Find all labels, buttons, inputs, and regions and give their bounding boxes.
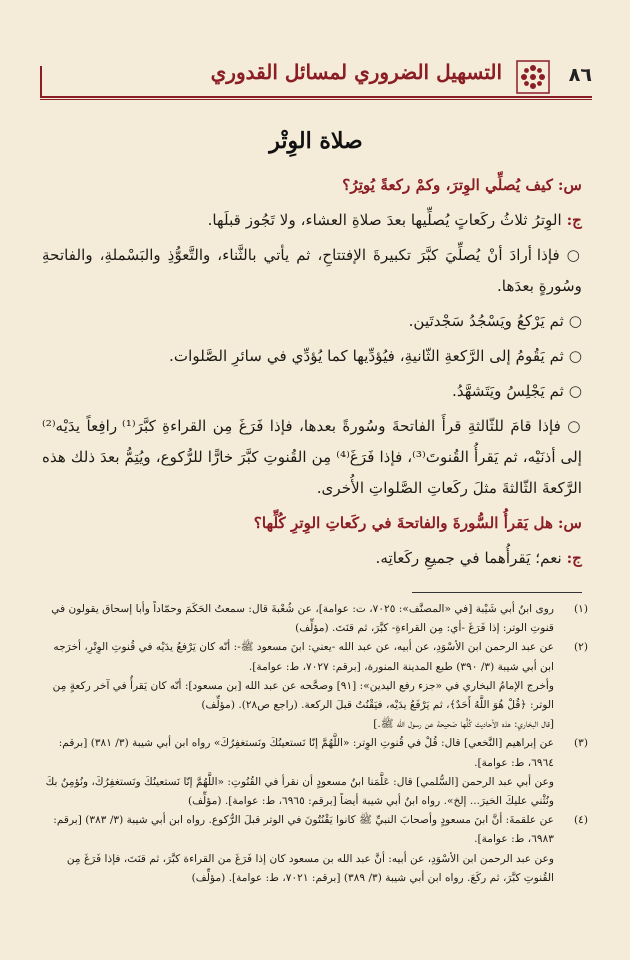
paragraph-text: هل يَقرأُ السُّورةَ والفاتحةَ في ركَعاتِ الوِترِ كُلِّها؟ bbox=[253, 514, 554, 532]
paragraph-text: كيف يُصلِّي الوِترَ، وكمْ ركعةً يُوتِرُ؟ bbox=[342, 176, 554, 194]
footnote-text: عن إبراهيم [النَّخعي] قال: قُلْ في قُنوتِ الوِتر: «اللَّهُمَّ إنّا نَستعينُكَ ونَستغفِرُكَ» رواه ابن أبي شيبة (٣/ ٣٨١) [برقم: ٦٩٦٤، ط: عوامة]. bbox=[58, 737, 554, 769]
bullet-circle-icon: ○ bbox=[568, 312, 582, 330]
paragraph-text: ثم يَرْكعُ ويَسْجُدُ سَجْدتَين. bbox=[408, 312, 564, 330]
footnote bbox=[40, 715, 588, 734]
question-paragraph bbox=[42, 508, 582, 539]
bullet-circle-icon: ○ bbox=[566, 246, 583, 264]
page-header bbox=[40, 58, 592, 100]
section-title: صلاة الوِتْر bbox=[269, 128, 363, 154]
main-text bbox=[42, 170, 582, 578]
footnote-text: [قال البخاري: هذه الأحاديث كُلُّها صَحيحة عن رسول الله ﷺ.] bbox=[373, 718, 554, 731]
footnote-text: عن عبد الرحمن ابن الأسْوَدِ، عن أبيه، عن عبد الله -يعني: ابنَ مسعود ﷺ-: أنّه كان يَرْفعُ يدَيْه في قُنوتِ الوِتْرِ، أخرَجه ابن أبي شيبة (٣/ ٣٩٠) طبع المدينة المنورة، [برقم: ٧٠٢٧، ط: عوامة]. bbox=[53, 641, 554, 673]
header-rule-cap bbox=[40, 66, 42, 98]
answer-paragraph bbox=[42, 205, 582, 236]
rosette-ornament-icon bbox=[516, 60, 550, 94]
paragraph-text: الوِترُ ثلاثُ ركَعاتٍ يُصلِّيها بعدَ صلاةِ العشاء، ولا تَجُوز قبلَها. bbox=[207, 211, 562, 229]
footnote bbox=[40, 850, 588, 888]
page-number: ٨٦ bbox=[568, 64, 592, 86]
paragraph-text: ثم يَجْلِسُ ويَتَشهَّدُ. bbox=[452, 382, 564, 400]
paragraph-text: فإذا أرادَ أنْ يُصلِّيَ كبَّرَ تكبيرةَ الإفتتاحِ، ثم يأتي بالثَّناء، والتَّعوُّذِ والبَسْملةِ، والفاتحةِ وسُورةٍ بعدَها. bbox=[42, 246, 582, 295]
header-rule bbox=[40, 96, 592, 98]
header-rule-thin bbox=[40, 99, 592, 100]
footnote-number: (٣) bbox=[574, 737, 588, 750]
bullet-paragraph bbox=[42, 411, 582, 504]
bullet-circle-icon: ○ bbox=[568, 347, 582, 365]
paragraph-marker: س: bbox=[557, 176, 582, 194]
paragraph-marker: ج: bbox=[566, 211, 582, 229]
paragraph-marker: ج: bbox=[566, 549, 582, 567]
paragraph-text: فإذا قامَ للثّالثةِ قرأَ الفاتحةَ وسُورةً بعدها، فإذا فَرَغَ مِن القراءةِ كبَّرَ⁽¹⁾ رافِعاً يدَيْه⁽²⁾ إلى أذنَيْه، ثم يَقرأُ القُنوتَ⁽³⁾، فإذا فَرَغَ⁽⁴⁾ مِن القُنوتِ كبَّرَ خارًّا للرُّكوع، ويُتِمُّ بعدَ ذلك هذه الرَّكعةَ الثّالثةَ مثلَ ركَعاتِ الصَّلواتِ الأُخرى. bbox=[42, 417, 582, 497]
bullet-paragraph bbox=[42, 341, 582, 372]
footnotes bbox=[40, 600, 588, 888]
bullet-circle-icon: ○ bbox=[567, 417, 582, 435]
footnote bbox=[40, 677, 588, 715]
question-paragraph bbox=[42, 170, 582, 201]
footnote bbox=[40, 638, 588, 676]
footnote-text: عن علقمةَ: أنَّ ابنَ مسعودٍ وأصحابَ النبيِّ ﷺ كانوا يَقْنُتُونَ في الوتر قبلَ الرُّكوع. رواه ابن أبي شيبة (٣/ ٣٨٣) [برقم: ٦٩٨٣، ط: عوامة]. bbox=[53, 814, 554, 846]
bullet-paragraph bbox=[42, 376, 582, 407]
footnote bbox=[40, 773, 588, 811]
footnote-number: (١) bbox=[574, 603, 588, 615]
footnote bbox=[40, 734, 588, 772]
answer-paragraph bbox=[42, 543, 582, 574]
bullet-paragraph bbox=[42, 240, 582, 302]
footnote-separator bbox=[412, 592, 582, 593]
footnote-text: وعن أبي عبد الرحمن [السُّلمي] قال: عَلَّمَنا ابنُ مسعودٍ أن نقرأ في القُنُوتِ: «اللَّهُمَّ إنّا نَستعينُكَ ونَستغفِرُكَ، ونُؤمِنُ بكَ ونُثْني عليكَ الخيرَ... إلخ». رواه ابنُ أبي شيبة أيضاً [برقم: ٦٩٦٥، ط: عوامة]. (مؤلِّف) bbox=[45, 775, 554, 808]
footnote-text: روى ابنُ أبي شَيْبة [في «المصنَّف»: ٧٠٢٥، ت: عوامة]، عن شُعْبةَ قال: سمعتُ الحَكَمَ وحمّاداً وأبا إسحاق يقولون في قنوتِ الوتر: إذا فَرَغَ -أي: مِن القراءةِ- كبَّرَ، ثم قنَتَ. (مؤلِّف) bbox=[51, 603, 554, 635]
footnote-text: وأخرج الإمامُ البخاري في «جزء رفع اليدين»: [٩١] وصحَّحه عن عبد الله [بن مسعود]: أنّه كان يَقرأُ في آخر ركعةٍ مِن الوتر: ﴿قُلْ هُوَ اللَّهُ أَحَدٌ﴾، ثم يَرْفَعُ يدَيْه، فيَقْنُتُ قبلَ الركعة. (راجع ص٢٨). (مؤلِّف) bbox=[52, 679, 554, 712]
paragraph-marker: س: bbox=[557, 514, 582, 532]
book-title: التسهيل الضروري لمسائل القدوري bbox=[210, 60, 502, 84]
footnote-number: (٤) bbox=[574, 814, 588, 827]
paragraph-text: نعم؛ يَقرأُهما في جميعِ ركَعاتِه. bbox=[375, 549, 562, 567]
footnote bbox=[40, 811, 588, 849]
paragraph-text: ثم يَقُومُ إلى الرَّكعةِ الثّانيةِ، فيُؤدِّيها كما يُؤدِّي في سائرِ الصَّلوات. bbox=[169, 347, 564, 365]
bullet-circle-icon: ○ bbox=[568, 382, 582, 400]
footnote-text: وعن عبد الرحمن ابن الأسْوَدِ، عن أبيه: أنَّ عبد الله بن مسعود كان إذا فَرَغَ من القراءة كبَّرَ، ثم قنَتَ، فإذا فَرَغَ مِن القُنوتِ كبَّرَ، ثم ركَعَ. رواه ابن أبي شيبة (٣/ ٣٨٩) [برقم: ٧٠٢١، ط: عوامة]. (مؤلِّف) bbox=[66, 852, 554, 884]
bullet-paragraph bbox=[42, 306, 582, 337]
footnote-number: (٢) bbox=[574, 641, 588, 654]
footnote bbox=[40, 600, 588, 638]
